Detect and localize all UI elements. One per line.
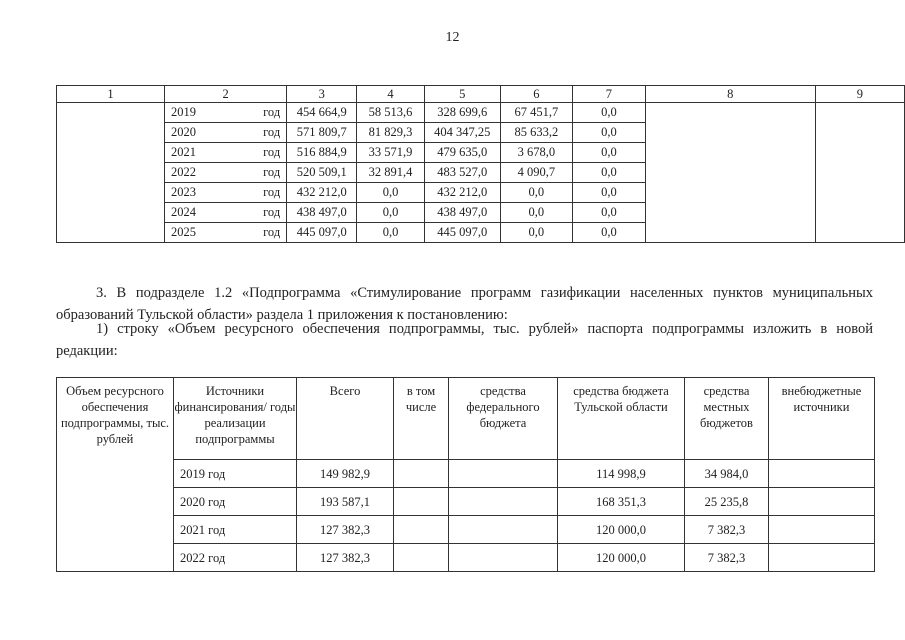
value-cell: 432 212,0 <box>287 183 357 203</box>
total-cell: 127 382,3 <box>297 516 394 544</box>
value-cell: 0,0 <box>572 203 645 223</box>
empty-cell <box>449 460 558 488</box>
bottom-table <box>56 377 875 572</box>
regional-budget-cell: 168 351,3 <box>558 488 685 516</box>
col-header: 6 <box>500 86 572 103</box>
value-cell: 0,0 <box>572 163 645 183</box>
col-header: 9 <box>815 86 904 103</box>
paragraph-section-3: 3. В подразделе 1.2 «Подпрограмма «Стимулирование программ газификации населенных пунктов муниципальных образований Тульской области» раздела 1 приложения к постановлению: <box>56 285 873 323</box>
regional-budget-cell: 120 000,0 <box>558 516 685 544</box>
value-cell: 438 497,0 <box>424 203 500 223</box>
value-cell: 479 635,0 <box>424 143 500 163</box>
col-header: средства местных бюджетов <box>685 378 769 460</box>
page-number: 12 <box>445 30 460 45</box>
value-cell: 3 678,0 <box>500 143 572 163</box>
value-cell: 58 513,6 <box>357 103 424 123</box>
value-cell: 328 699,6 <box>424 103 500 123</box>
value-cell: 571 809,7 <box>287 123 357 143</box>
year-cell: 2021 год <box>174 516 297 544</box>
year-cell: 2023 год <box>165 183 287 203</box>
resource-label-cell: Объем ресурсного обеспечения подпрограммы, тыс. рублей <box>57 378 174 572</box>
value-cell: 33 571,9 <box>357 143 424 163</box>
local-budget-cell: 7 382,3 <box>685 544 769 572</box>
total-cell: 193 587,1 <box>297 488 394 516</box>
value-cell: 445 097,0 <box>287 223 357 243</box>
year-cell: 2019 год <box>165 103 287 123</box>
year-cell: 2024 год <box>165 203 287 223</box>
col-header: 2 <box>165 86 287 103</box>
year-cell: 2021 год <box>165 143 287 163</box>
year-cell: 2019 год <box>174 460 297 488</box>
year-cell: 2025 год <box>165 223 287 243</box>
top-table <box>56 85 905 243</box>
col-header: средства федерального бюджета <box>449 378 558 460</box>
table-row <box>57 460 875 488</box>
col-header: 1 <box>57 86 165 103</box>
table-row <box>57 103 905 123</box>
col-header: 7 <box>572 86 645 103</box>
empty-cell <box>394 544 449 572</box>
year-cell: 2022 год <box>165 163 287 183</box>
value-cell: 0,0 <box>357 223 424 243</box>
value-cell: 520 509,1 <box>287 163 357 183</box>
col-header: 8 <box>645 86 815 103</box>
local-budget-cell: 25 235,8 <box>685 488 769 516</box>
value-cell: 0,0 <box>572 183 645 203</box>
year-cell: 2020 год <box>165 123 287 143</box>
empty-cell <box>394 488 449 516</box>
empty-cell <box>57 103 165 243</box>
table-row <box>57 516 875 544</box>
empty-cell <box>815 103 904 243</box>
table-header-row <box>57 86 905 103</box>
value-cell: 0,0 <box>500 183 572 203</box>
value-cell: 0,0 <box>357 203 424 223</box>
value-cell: 0,0 <box>572 143 645 163</box>
value-cell: 0,0 <box>357 183 424 203</box>
table-row <box>57 544 875 572</box>
empty-cell <box>394 460 449 488</box>
empty-cell <box>394 516 449 544</box>
value-cell: 0,0 <box>572 223 645 243</box>
total-cell: 149 982,9 <box>297 460 394 488</box>
value-cell: 81 829,3 <box>357 123 424 143</box>
empty-cell <box>449 544 558 572</box>
value-cell: 0,0 <box>500 223 572 243</box>
value-cell: 0,0 <box>500 203 572 223</box>
year-cell: 2022 год <box>174 544 297 572</box>
regional-budget-cell: 114 998,9 <box>558 460 685 488</box>
empty-cell <box>769 488 875 516</box>
value-cell: 445 097,0 <box>424 223 500 243</box>
value-cell: 32 891,4 <box>357 163 424 183</box>
value-cell: 4 090,7 <box>500 163 572 183</box>
regional-budget-cell: 120 000,0 <box>558 544 685 572</box>
year-cell: 2020 год <box>174 488 297 516</box>
empty-cell <box>645 103 815 243</box>
local-budget-cell: 7 382,3 <box>685 516 769 544</box>
value-cell: 0,0 <box>572 103 645 123</box>
col-header: 3 <box>287 86 357 103</box>
empty-cell <box>449 488 558 516</box>
value-cell: 67 451,7 <box>500 103 572 123</box>
value-cell: 0,0 <box>572 123 645 143</box>
empty-cell <box>769 544 875 572</box>
table-row <box>57 488 875 516</box>
value-cell: 454 664,9 <box>287 103 357 123</box>
empty-cell <box>769 460 875 488</box>
col-header: внебюджетные источники <box>769 378 875 460</box>
value-cell: 483 527,0 <box>424 163 500 183</box>
value-cell: 404 347,25 <box>424 123 500 143</box>
col-header: 4 <box>357 86 424 103</box>
col-header: в том числе <box>394 378 449 460</box>
paragraph-item-1: 1) строку «Объем ресурсного обеспечения подпрограммы, тыс. рублей» паспорта подпрограммы изложить в новой редакции: <box>56 321 873 359</box>
empty-cell <box>449 516 558 544</box>
col-header: 5 <box>424 86 500 103</box>
col-header: Всего <box>297 378 394 460</box>
value-cell: 432 212,0 <box>424 183 500 203</box>
total-cell: 127 382,3 <box>297 544 394 572</box>
empty-cell <box>769 516 875 544</box>
col-header: средства бюджета Тульской области <box>558 378 685 460</box>
table-header-row <box>57 378 875 460</box>
value-cell: 85 633,2 <box>500 123 572 143</box>
value-cell: 438 497,0 <box>287 203 357 223</box>
local-budget-cell: 34 984,0 <box>685 460 769 488</box>
value-cell: 516 884,9 <box>287 143 357 163</box>
col-header: Источники финансирования/ годы реализации подпрограммы <box>174 378 297 460</box>
